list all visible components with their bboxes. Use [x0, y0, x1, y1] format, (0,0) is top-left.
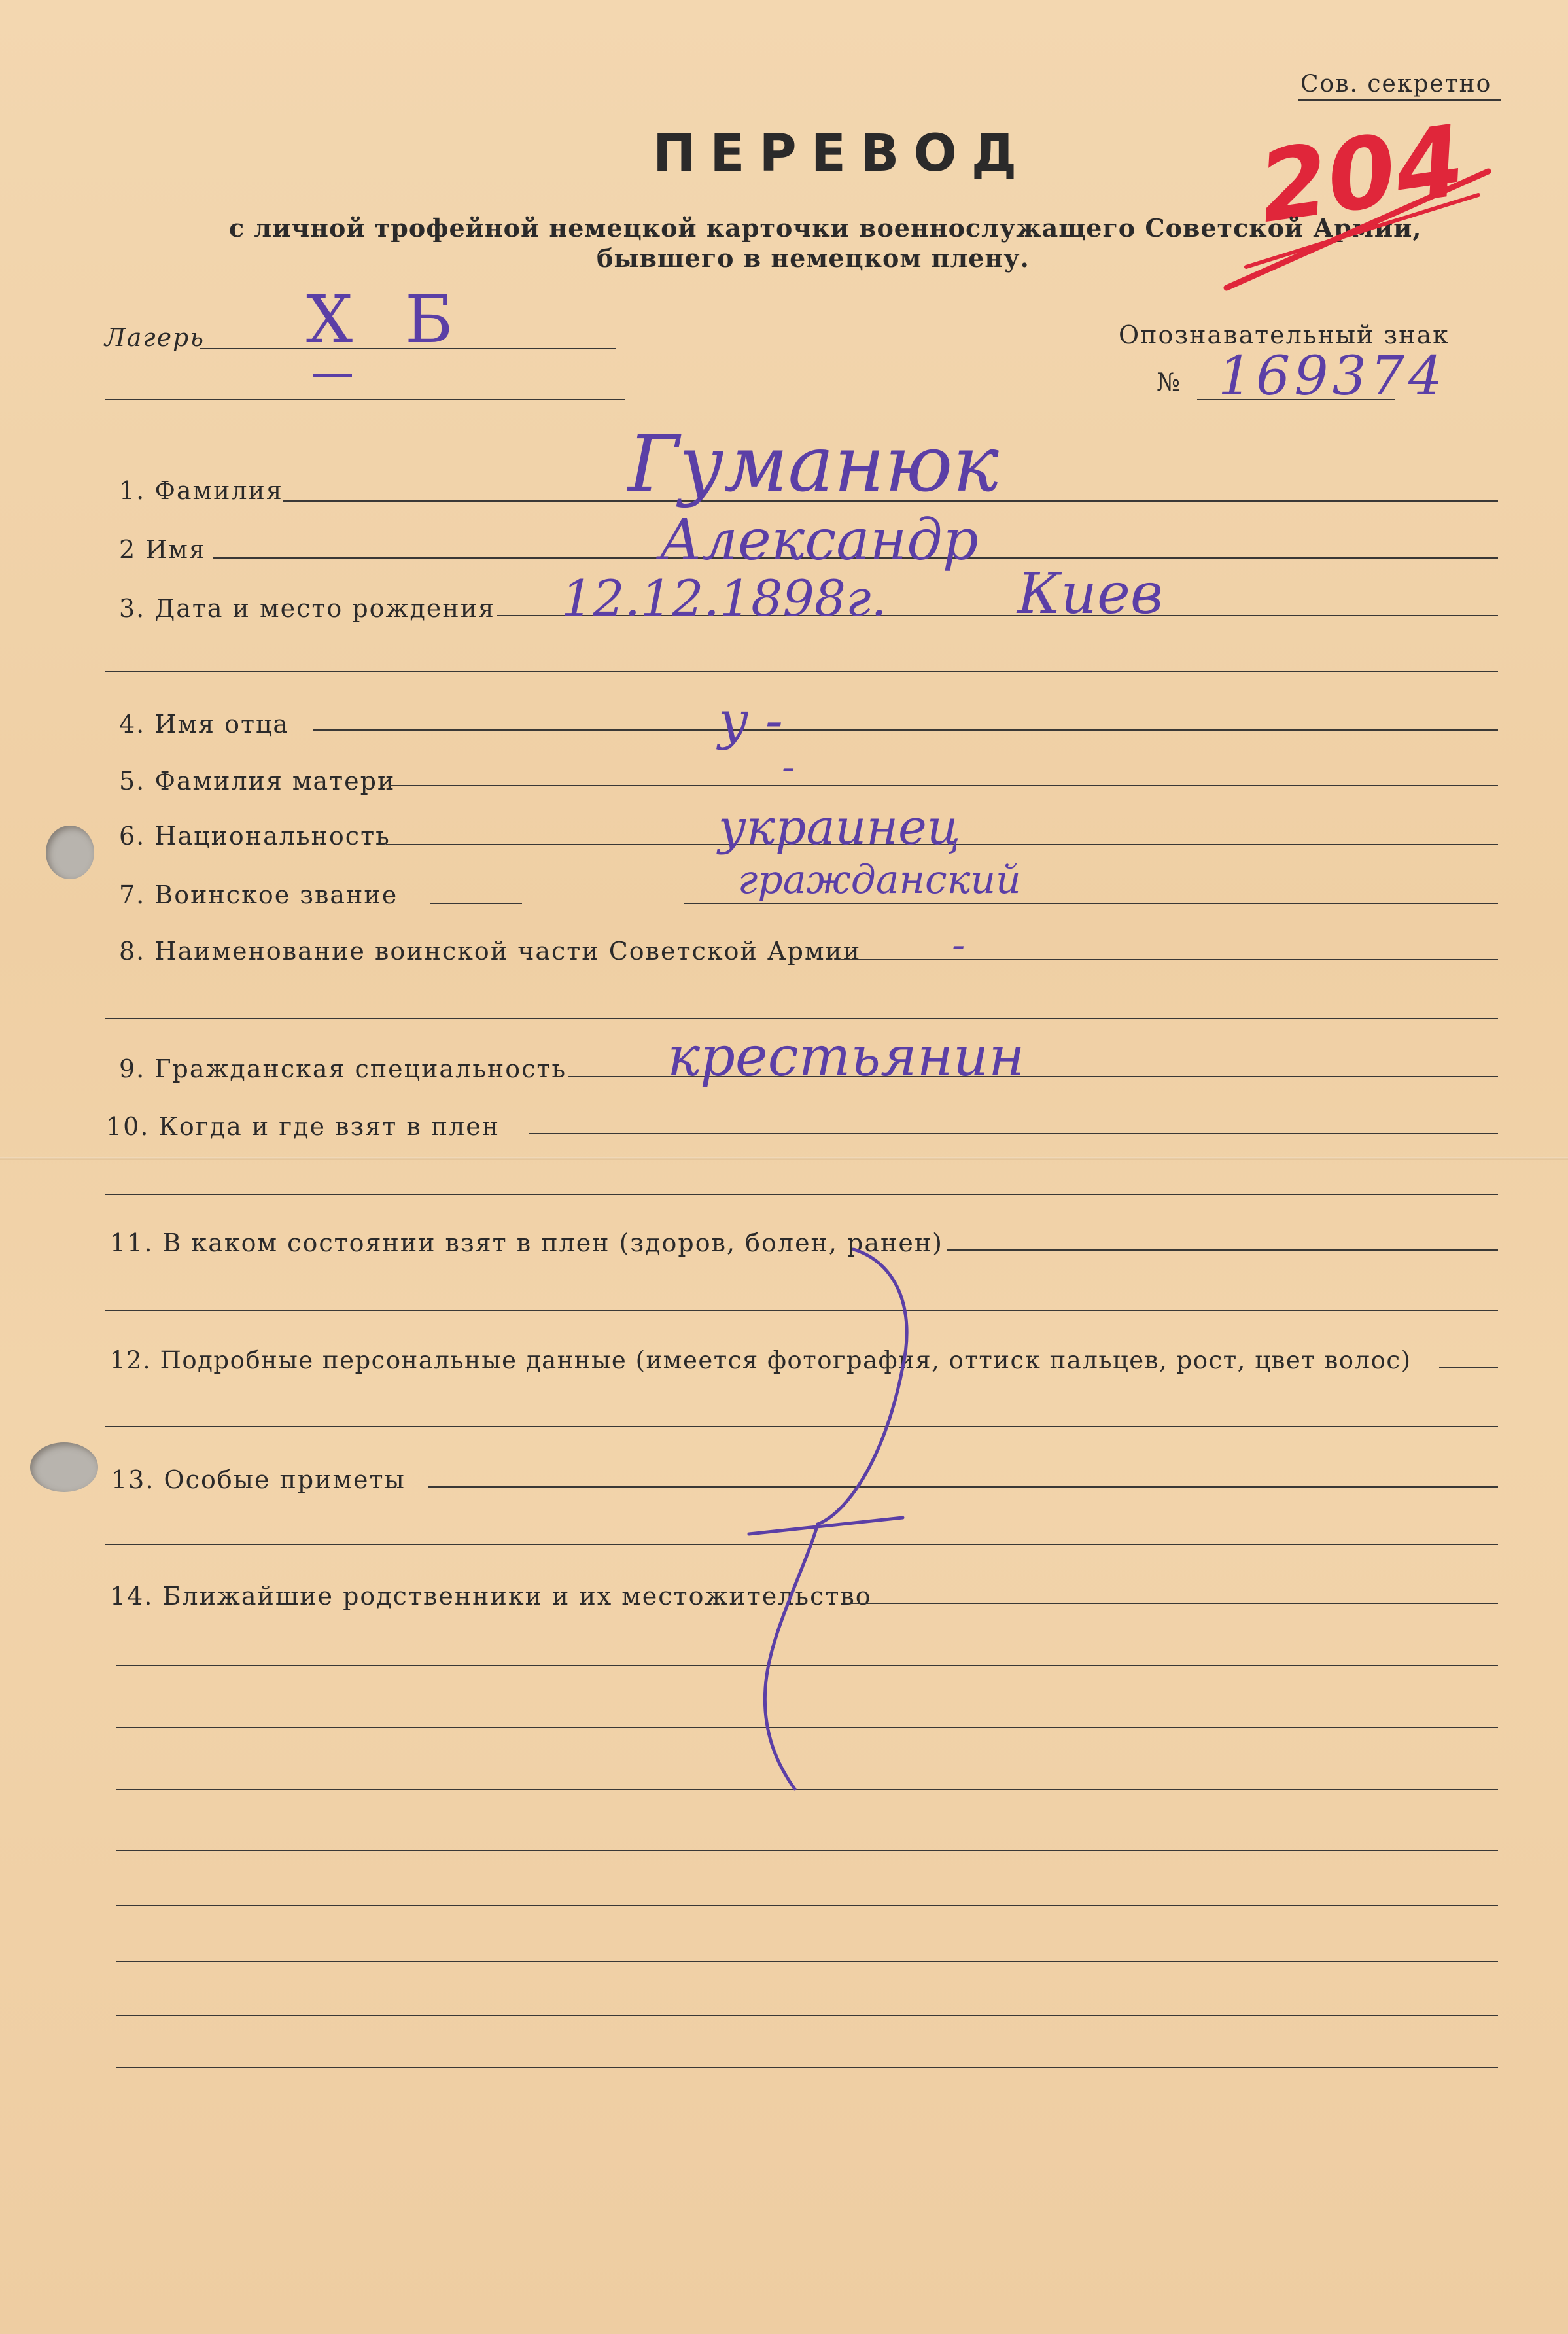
field-7-value: гражданский [738, 857, 1021, 903]
field-6-label: 6. Национальность [119, 822, 391, 850]
classification-label: Сов. секретно [1300, 71, 1492, 97]
field-8-value: - [952, 922, 966, 968]
field-1-label: 1. Фамилия [119, 476, 283, 505]
field-10-label: 10. Когда и где взят в плен [106, 1112, 500, 1141]
document-subtitle-line1: с личной трофейной немецкой карточки военнослужащего Советской Армии, [229, 213, 1422, 243]
field-9-value: крестьянин [667, 1024, 1025, 1089]
field-5-value: - [782, 744, 795, 790]
field-11-label: 11. В каком состоянии взят в плен (здоров, болен, ранен) [110, 1228, 943, 1257]
id-tag-value: 169374 [1218, 345, 1447, 408]
field-3-place: Киев [1017, 561, 1163, 627]
field-14-label: 14. Ближайшие родственники и их местожительство [110, 1582, 872, 1611]
field-5-label: 5. Фамилия матери [119, 767, 396, 795]
field-4-value: у - [718, 690, 783, 751]
field-12-label: 12. Подробные персональные данные (имеется фотография, оттиск пальцев, рост, цвет волос) [110, 1346, 1412, 1374]
red-strike-mark [1227, 171, 1488, 288]
camp-value: X Б [306, 281, 469, 358]
document-subtitle-line2: бывшего в немецком плену. [597, 243, 1030, 273]
document-title: ПЕРЕВОД [653, 124, 1032, 183]
field-9-label: 9. Гражданская специальность [119, 1054, 567, 1083]
field-1-value: Гуманюк [628, 419, 999, 509]
field-4-label: 4. Имя отца [119, 710, 290, 739]
field-13-label: 13. Особые приметы [111, 1465, 406, 1494]
field-3-date: 12.12.1898г. [561, 569, 887, 627]
red-underline-mark [1246, 195, 1478, 267]
id-tag-no-label: № [1157, 368, 1181, 396]
camp-label: Лагерь [105, 323, 205, 352]
field-2-value: Александр [659, 508, 979, 573]
field-3-label: 3. Дата и место рождения [119, 594, 496, 623]
red-handwritten-number: 204 [1252, 104, 1471, 245]
field-7-label: 7. Воинское звание [119, 880, 398, 909]
field-2-label: 2 Имя [119, 535, 206, 564]
id-tag-label: Опознавательный знак [1119, 321, 1450, 349]
field-6-value: украинец [718, 799, 961, 856]
field-8-label: 8. Наименование воинской части Советской Армии [119, 937, 862, 966]
